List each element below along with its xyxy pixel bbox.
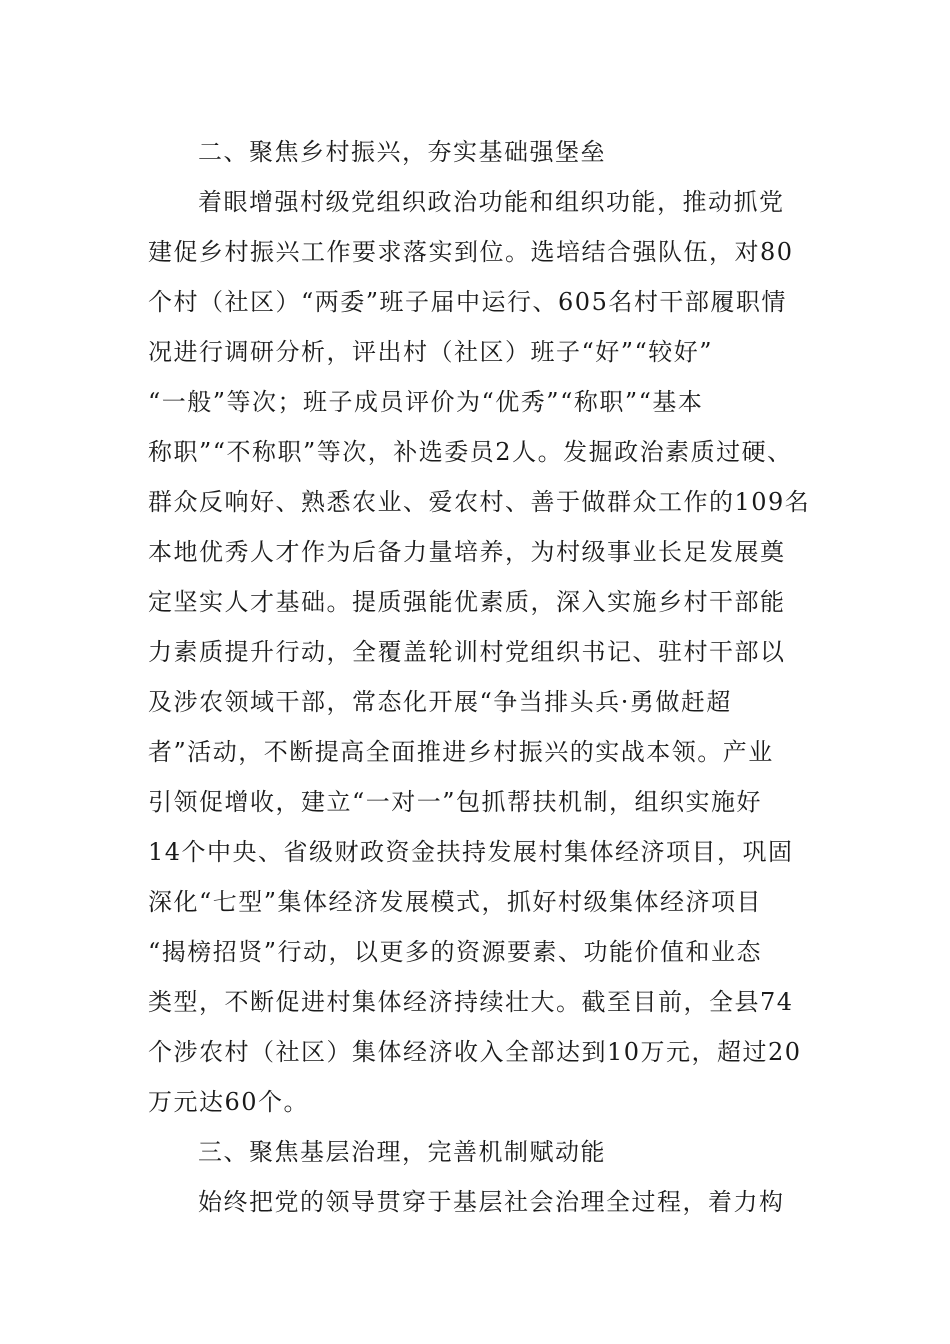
paragraph-line: 万元达60个。 (148, 1088, 310, 1116)
paragraph-line: 建促乡村振兴工作要求落实到位。选培结合强队伍，对80 (148, 238, 794, 266)
paragraph-line: 定坚实人才基础。提质强能优素质，深入实施乡村干部能 (148, 588, 786, 616)
paragraph-line: 类型，不断促进村集体经济持续壮大。截至目前，全县74 (148, 988, 794, 1016)
paragraph-line: 本地优秀人才作为后备力量培养，为村级事业长足发展奠 (148, 538, 786, 566)
paragraph-line: 引领促增收，建立“一对一”包抓帮扶机制，组织实施好 (148, 788, 763, 816)
paragraph-line: 个涉农村（社区）集体经济收入全部达到10万元，超过20 (148, 1038, 802, 1066)
paragraph-line: 深化“七型”集体经济发展模式，抓好村级集体经济项目 (148, 888, 763, 916)
paragraph-line: 及涉农领域干部，常态化开展“争当排头兵·勇做赶超 (148, 688, 732, 716)
section-heading: 三、聚焦基层治理，完善机制赋动能 (198, 1138, 606, 1166)
paragraph-line: 始终把党的领导贯穿于基层社会治理全过程，着力构 (198, 1188, 785, 1216)
paragraph-line: 称职”“不称职”等次，补选委员2人。发掘政治素质过硬、 (148, 438, 793, 466)
paragraph-line: 着眼增强村级党组织政治功能和组织功能，推动抓党 (198, 188, 785, 216)
paragraph-line: 14个中央、省级财政资金扶持发展村集体经济项目，巩固 (148, 838, 794, 866)
paragraph-line: 力素质提升行动，全覆盖轮训村党组织书记、驻村干部以 (148, 638, 786, 666)
paragraph-line: 个村（社区）“两委”班子届中运行、605名村干部履职情 (148, 288, 787, 316)
section-heading: 二、聚焦乡村振兴，夯实基础强堡垒 (198, 138, 606, 166)
paragraph-line: 者”活动，不断提高全面推进乡村振兴的实战本领。产业 (148, 738, 774, 766)
paragraph-line: “揭榜招贤”行动，以更多的资源要素、功能价值和业态 (148, 938, 763, 966)
paragraph-line: 况进行调研分析，评出村（社区）班子“好”“较好” (148, 338, 714, 366)
paragraph-line: 群众反响好、熟悉农业、爱农村、善于做群众工作的109名 (148, 488, 811, 516)
paragraph-line: “一般”等次；班子成员评价为“优秀”“称职”“基本 (148, 388, 704, 416)
